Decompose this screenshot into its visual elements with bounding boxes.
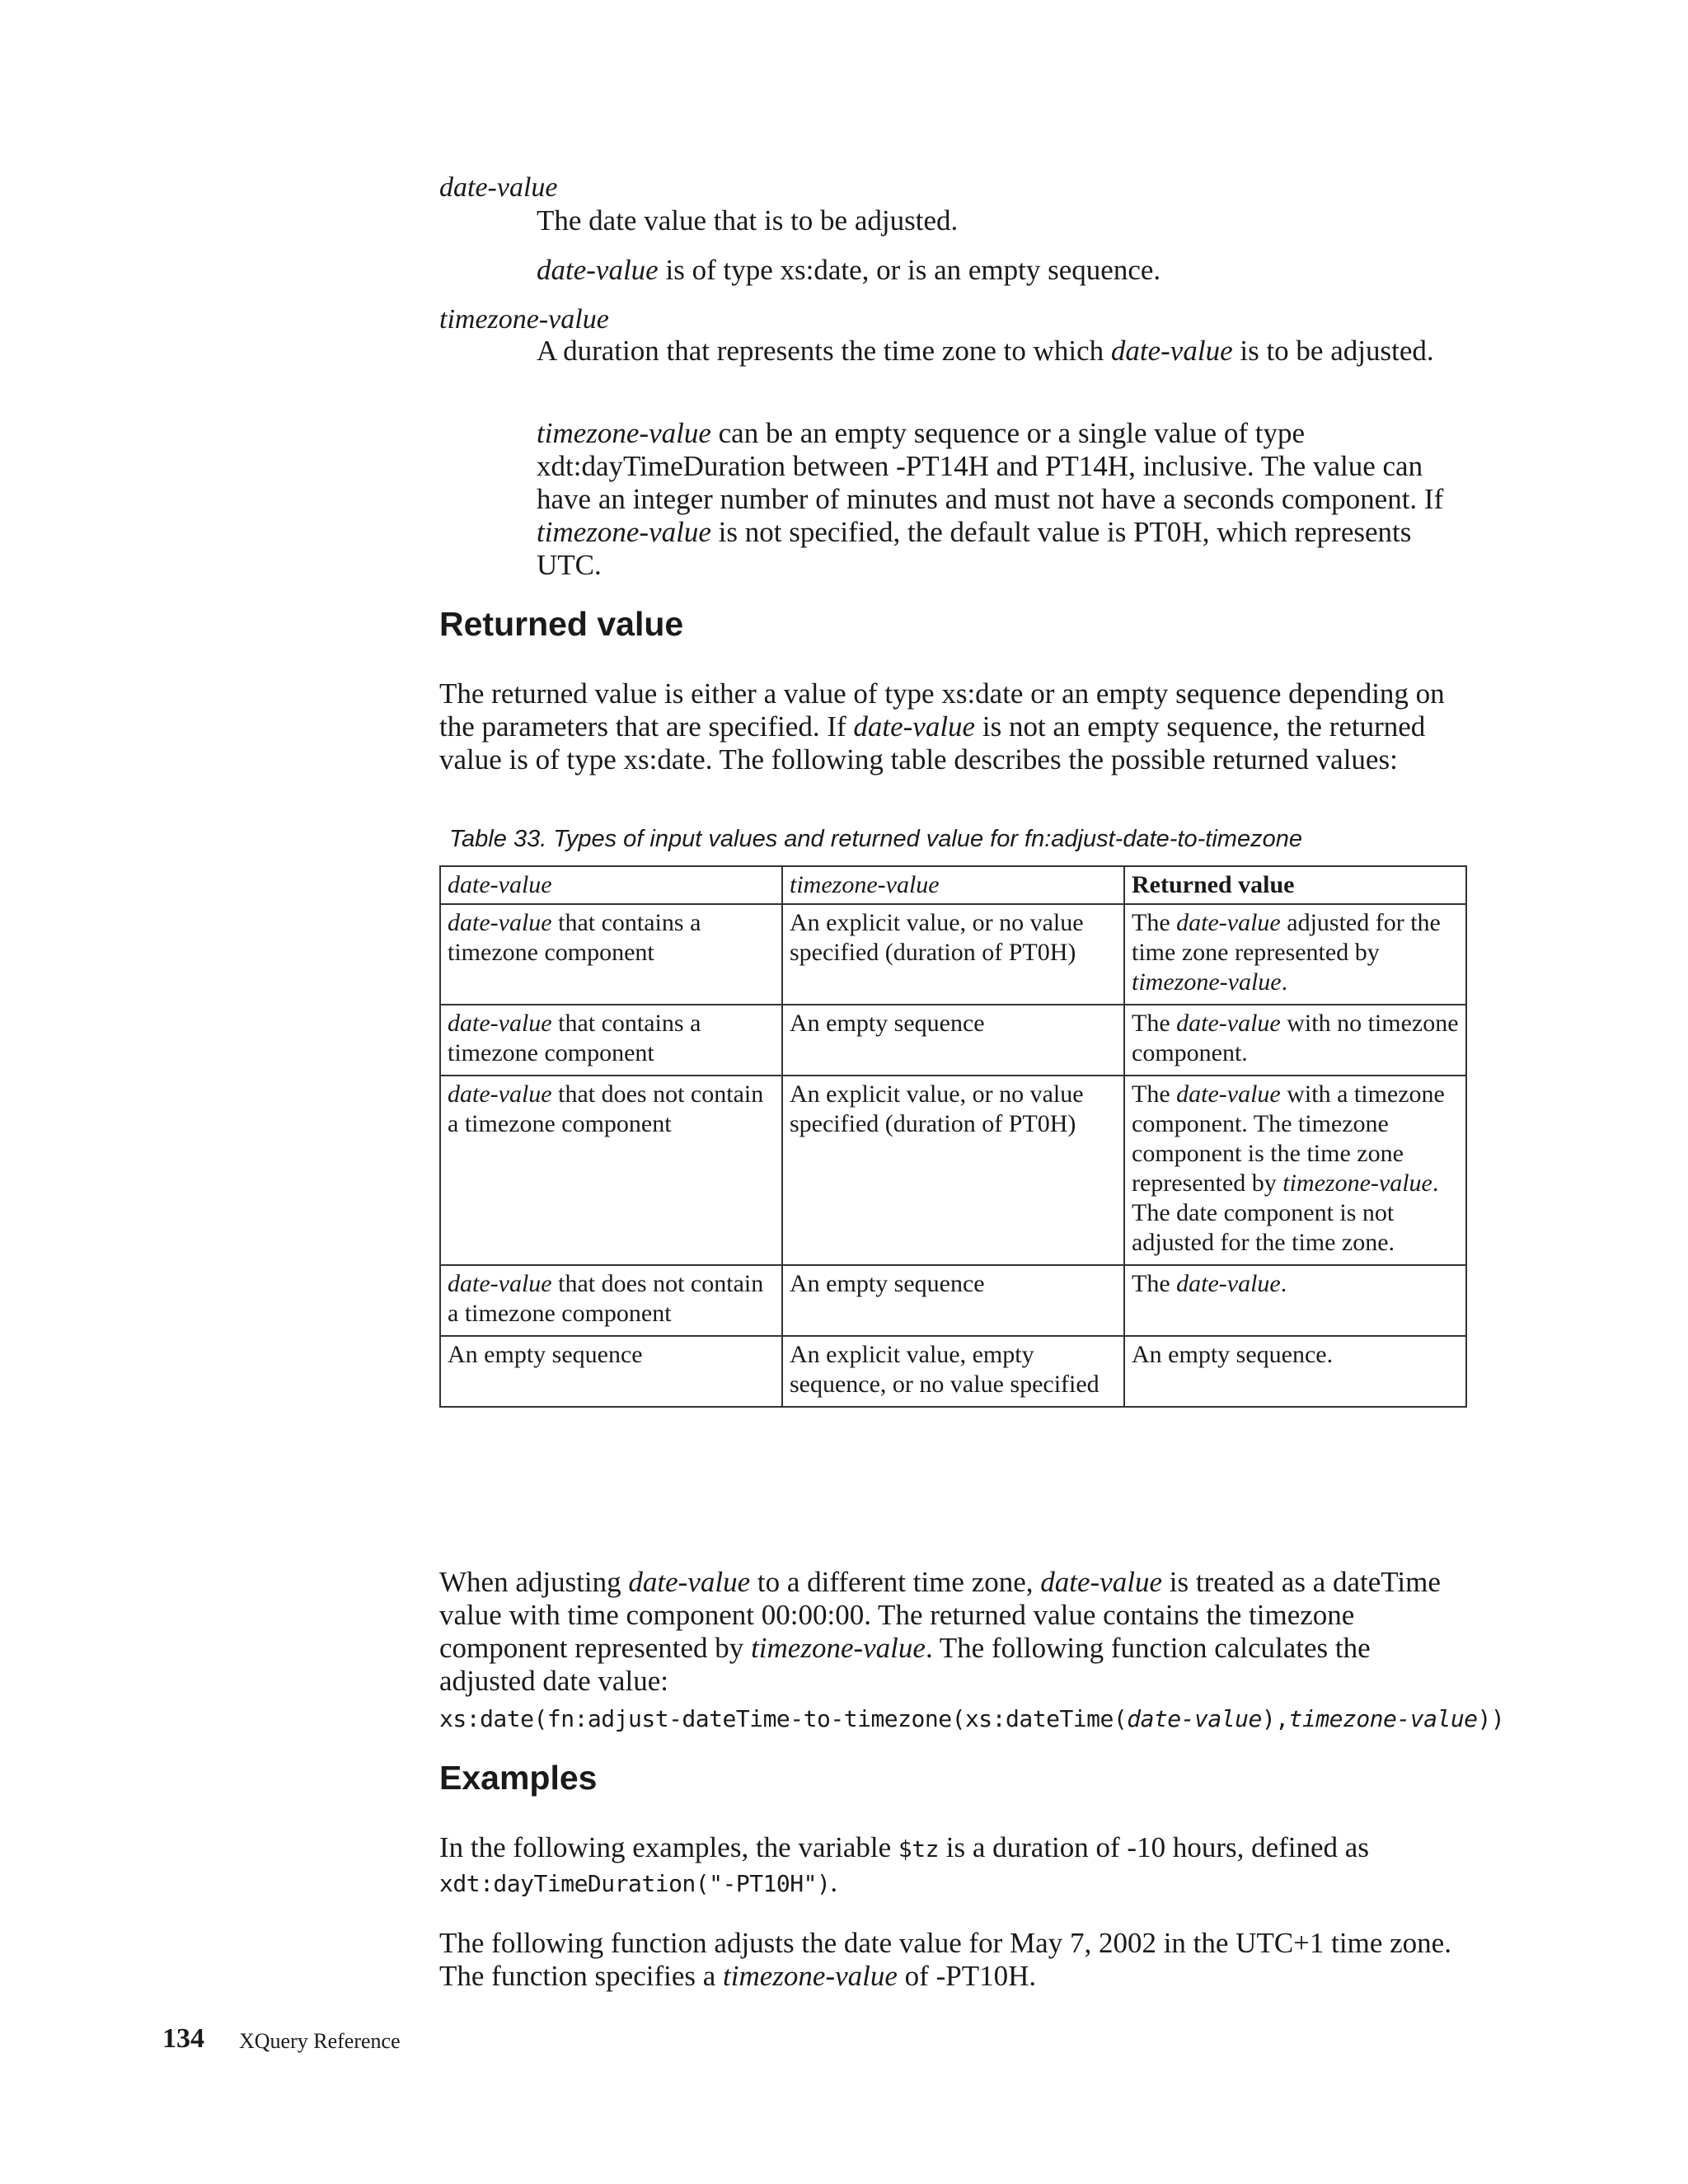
table-header-row	[440, 866, 1466, 904]
table-cell: An empty sequence	[782, 1265, 1124, 1336]
param-desc-timezone-value: A duration that represents the time zone to which date-value is to be adjusted.	[537, 335, 1434, 367]
table-cell: An empty sequence.	[1124, 1336, 1466, 1407]
table-cell: The date-value with a timezone component. The timezone component is the time zone represented by timezone-value. The date component is not adjusted for the time zone.	[1124, 1076, 1466, 1265]
returned-value-heading: Returned value	[439, 605, 684, 643]
table-cell: An explicit value, empty sequence, or no value specified	[782, 1336, 1124, 1407]
table-row	[440, 904, 1466, 1005]
table-cell: An explicit value, or no value specified (duration of PT0H)	[782, 904, 1124, 1005]
param-term-timezone-value: timezone-value	[439, 304, 609, 335]
param-term-date-value: date-value	[439, 172, 558, 203]
table-cell: date-value that contains a timezone component	[440, 1005, 782, 1076]
param-type-date-value: date-value is of type xs:date, or is an empty sequence.	[537, 254, 1161, 286]
param-detail-timezone-value: timezone-value can be an empty sequence or a single value of type xdt:dayTimeDuration between -PT14H and PT14H, inclusive. The value can have an integer number of minutes and must not have a seconds component. If timezone-value is not specified, the default value is PT0H, which represents UTC.	[537, 417, 1444, 581]
table-header-date-value: date-value	[440, 866, 782, 904]
table-row	[440, 1265, 1466, 1336]
table-cell: date-value that does not contain a timezone component	[440, 1265, 782, 1336]
examples-heading: Examples	[439, 1759, 598, 1797]
table-cell: The date-value with no timezone component.	[1124, 1005, 1466, 1076]
adjust-paragraph: When adjusting date-value to a different time zone, date-value is treated as a dateTime value with time component 00:00:00. The returned value contains the timezone component represented by timezone-value. The following function calculates the adjusted date value:	[439, 1566, 1441, 1697]
table-cell: An empty sequence	[782, 1005, 1124, 1076]
footer-book-title: XQuery Reference	[239, 2029, 401, 2053]
param-desc-date-value: The date value that is to be adjusted.	[537, 204, 959, 237]
table-row	[440, 1076, 1466, 1265]
table-caption: Table 33. Types of input values and returned value for fn:adjust-date-to-timezone	[449, 826, 1302, 852]
table-cell: date-value that does not contain a timezone component	[440, 1076, 782, 1265]
code-example-line: xs:date(fn:adjust-dateTime-to-timezone(xs:dateTime(date-value),timezone-value))	[439, 1705, 1505, 1732]
examples-paragraph-2: The following function adjusts the date value for May 7, 2002 in the UTC+1 time zone. The function specifies a timezone-value of -PT10H.	[439, 1927, 1451, 1992]
returned-value-paragraph: The returned value is either a value of type xs:date or an empty sequence depending on the parameters that are specified. If date-value is not an empty sequence, the returned value is of type xs:date. The following table describes the possible returned values:	[439, 677, 1445, 776]
returned-values-table	[439, 865, 1467, 1408]
table-cell: The date-value adjusted for the time zone represented by timezone-value.	[1124, 904, 1466, 1005]
table-cell: An explicit value, or no value specified (duration of PT0H)	[782, 1076, 1124, 1265]
table-cell: An empty sequence	[440, 1336, 782, 1407]
table-cell: date-value that contains a timezone component	[440, 904, 782, 1005]
table-row	[440, 1005, 1466, 1076]
page-number: 134	[162, 2023, 204, 2054]
examples-paragraph-1: In the following examples, the variable $tz is a duration of -10 hours, defined as xdt:dayTimeDuration("-PT10H").	[439, 1831, 1369, 1898]
table-cell: The date-value.	[1124, 1265, 1466, 1336]
table-row	[440, 1336, 1466, 1407]
table-header-returned-value: Returned value	[1124, 866, 1466, 904]
table-header-timezone-value: timezone-value	[782, 866, 1124, 904]
